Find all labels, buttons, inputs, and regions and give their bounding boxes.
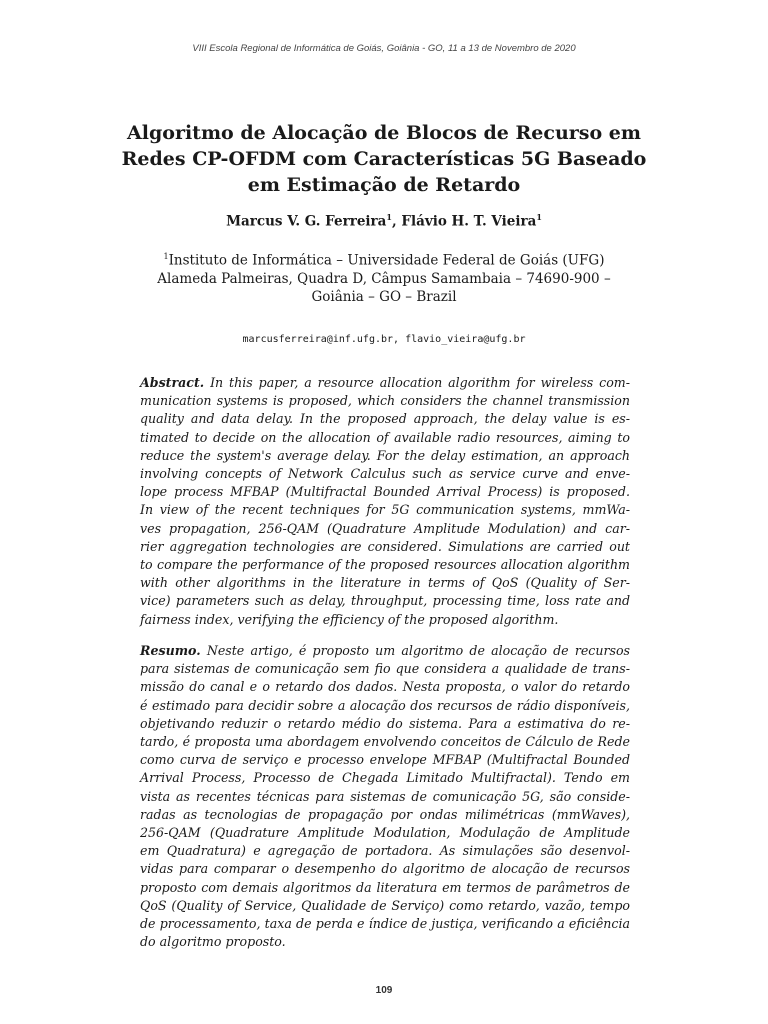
resumo-line: missão do canal e o retardo dos dados. Nesta proposta, o valor do retardo bbox=[140, 679, 630, 695]
author-emails: marcusferreira@inf.ufg.br, flavio_vieira@ufg.br bbox=[242, 334, 526, 345]
page-number: 109 bbox=[375, 985, 393, 996]
abstract-line: Abstract. In this paper, a resource allocation algorithm for wireless com- bbox=[140, 375, 630, 390]
abstract-line: In view of the recent techniques for 5G communication systems, mmWa- bbox=[140, 502, 630, 518]
author-name: Flávio H. T. Vieira bbox=[401, 213, 537, 230]
resumo-line: vidas para comparar o desempenho do algoritmo de alocação de recursos bbox=[140, 861, 630, 877]
author-affil-marker: 1 bbox=[386, 212, 392, 222]
abstract-portuguese bbox=[140, 642, 630, 951]
running-header: VIII Escola Regional de Informática de Goiás, Goiânia - GO, 11 a 13 de Novembro de 2020 bbox=[192, 43, 576, 54]
abstract-line: to compare the performance of the proposed resources allocation algorithm bbox=[140, 557, 630, 573]
resumo-line: como curva de serviço e processo envelope MFBAP (Multifractal Bounded bbox=[140, 752, 630, 768]
resumo-line: em Quadratura) e agregação de portadora. As simulações são desenvol- bbox=[140, 843, 630, 859]
abstract-line: with other algorithms in the literature in terms of QoS (Quality of Ser- bbox=[140, 575, 630, 591]
resumo-line: Arrival Process, Processo de Chegada Limitado Multifractal). Tendo em bbox=[140, 770, 630, 786]
affiliation-line: $^1$Instituto de Informática – Universidade Federal de Goiás (UFG) bbox=[163, 252, 605, 269]
resumo-line: é estimado para decidir sobre a alocação dos recursos de rádio disponíveis, bbox=[140, 697, 630, 713]
abstract-line: timated to decide on the allocation of available radio resources, aiming to bbox=[140, 429, 630, 445]
paper-title bbox=[100, 120, 668, 198]
abstract-line: involving concepts of Network Calculus such as service curve and enve- bbox=[140, 466, 630, 482]
resumo-line: objetivando reduzir o retardo médio do sistema. Para a estimativa do re- bbox=[140, 715, 630, 731]
resumo-line: de processamento, taxa de perda e índice de justiça, verificando a eficiência bbox=[140, 916, 630, 932]
abstract-line: ves propagation, 256-QAM (Quadrature Amplitude Modulation) and car- bbox=[140, 520, 630, 536]
abstract-line: munication systems is proposed, which considers the channel transmission bbox=[140, 393, 630, 409]
resumo-line: do algoritmo proposto. bbox=[140, 934, 286, 950]
abstract-line: quality and data delay. In the proposed approach, the delay value is es- bbox=[140, 411, 630, 427]
resumo-line: QoS (Quality of Service, Qualidade de Serviço) como retardo, vazão, tempo bbox=[140, 897, 630, 913]
abstract-line: reduce the system's average delay. For the delay estimation, an approach bbox=[140, 447, 630, 463]
resumo-line: tardo, é proposta uma abordagem envolvendo conceitos de Cálculo de Rede bbox=[140, 734, 630, 750]
resumo-keyword: Resumo. bbox=[140, 643, 201, 658]
resumo-line: proposto com demais algoritmos da literatura em termos de parâmetros de bbox=[140, 879, 630, 895]
title-line: Algoritmo de Alocação de Blocos de Recurso em bbox=[127, 122, 641, 144]
affiliation bbox=[120, 248, 648, 306]
resumo-line: para sistemas de comunicação sem fio que considera a qualidade de trans- bbox=[140, 661, 630, 677]
resumo-line: vista as recentes técnicas para sistemas de comunicação 5G, são conside- bbox=[140, 788, 630, 804]
abstract-line: lope process MFBAP (Multifractal Bounded Arrival Process) is proposed. bbox=[140, 484, 630, 500]
resumo-line: 256-QAM (Quadrature Amplitude Modulation, Modulação de Amplitude bbox=[140, 825, 630, 841]
abstract-line: vice) parameters such as delay, throughput, processing time, loss rate and bbox=[140, 593, 630, 609]
title-line: em Estimação de Retardo bbox=[247, 174, 521, 196]
abstract-english bbox=[140, 374, 630, 629]
resumo-line: Resumo. Neste artigo, é proposto um algoritmo de alocação de recursos bbox=[140, 643, 630, 658]
affiliation-line: Goiânia – GO – Brazil bbox=[311, 288, 457, 305]
author-separator: , bbox=[391, 213, 402, 230]
author-name: Marcus V. G. Ferreira bbox=[226, 213, 387, 230]
resumo-line: radas as tecnologias de propagação por ondas milimétricas (mmWaves), bbox=[140, 806, 630, 822]
title-line: Redes CP-OFDM com Características 5G Baseado bbox=[121, 148, 647, 170]
author-list bbox=[0, 212, 768, 230]
abstract-line: rier aggregation technologies are considered. Simulations are carried out bbox=[140, 538, 630, 554]
abstract-keyword: Abstract. bbox=[140, 375, 205, 390]
affiliation-marker: 1 bbox=[163, 252, 169, 261]
author-affil-marker: 1 bbox=[536, 212, 542, 222]
abstract-line: fairness index, verifying the efficiency of the proposed algorithm. bbox=[140, 611, 559, 627]
affiliation-line: Alameda Palmeiras, Quadra D, Câmpus Samambaia – 74690-900 – bbox=[157, 270, 611, 287]
